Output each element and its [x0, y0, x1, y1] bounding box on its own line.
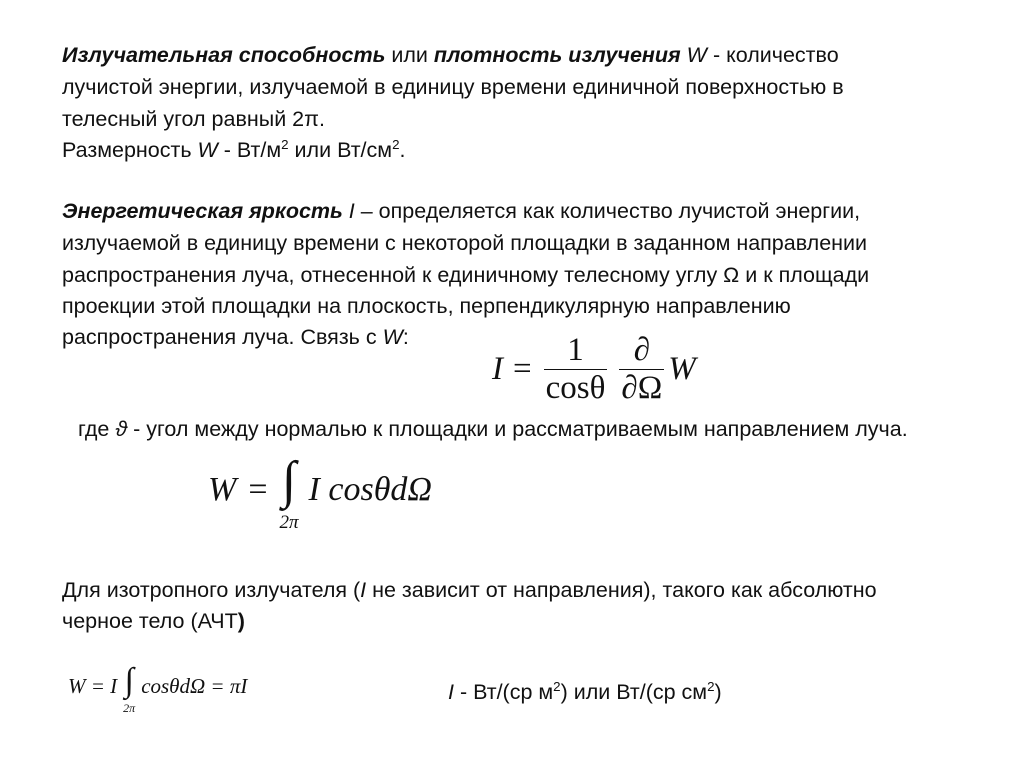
- p1-line1: [62, 40, 839, 70]
- formula-eq: =: [513, 350, 532, 387]
- symbol-theta: ϑ: [115, 417, 128, 441]
- unit-sr-m: - Вт/(ср м: [453, 680, 554, 704]
- where-pre: где: [78, 417, 116, 441]
- unit-w-m: - Вт/м: [217, 138, 282, 162]
- p1-conj: или: [385, 43, 434, 67]
- fraction-inverse-cos: [544, 332, 608, 407]
- unit-w-cm: или Вт/см: [288, 138, 393, 162]
- p3-line2-pre: черное тело (АЧТ: [62, 609, 238, 633]
- symbol-i: I: [342, 199, 355, 223]
- formula-isotropic: [68, 664, 247, 726]
- fraction-numerator: ∂: [633, 331, 650, 368]
- p3-line1-rest: не зависит от направления), такого как абсолютно: [366, 578, 877, 602]
- integral-sign: ∫: [281, 452, 297, 509]
- p3-line1: [62, 575, 877, 605]
- integral: [123, 664, 135, 714]
- symbol-i: I: [448, 680, 454, 704]
- unit-exponent: 2: [281, 136, 289, 152]
- p1-line1-rest: - количество: [706, 43, 839, 67]
- formula-lhs: W: [208, 471, 237, 508]
- fraction-numerator: 1: [567, 331, 584, 368]
- p2-line4: проекции этой площадки на плоскость, перпендикулярную направлению: [62, 294, 791, 318]
- symbol-w: W: [382, 325, 403, 349]
- integrand: cosθdΩ = πI: [141, 674, 248, 698]
- p1-line4: [62, 135, 405, 165]
- formula-lhs: W = I: [68, 674, 118, 698]
- unit-exponent: 2: [392, 136, 400, 152]
- p3-line1-pre: Для изотропного излучателя (: [62, 578, 361, 602]
- p3-line2: [62, 606, 245, 636]
- formula-lhs: I: [492, 350, 503, 387]
- unit-exponent: 2: [553, 678, 561, 694]
- unit-exponent: 2: [707, 678, 715, 694]
- p2-line3: распространения луча, отнесенной к единичному телесному углу Ω и к площади: [62, 263, 870, 287]
- p2-line1-rest: – определяется как количество лучистой энергии,: [354, 199, 861, 223]
- integrand: I cosθdΩ: [308, 471, 432, 508]
- where-line: [78, 414, 908, 444]
- fraction-derivative: [619, 332, 664, 407]
- p2-line5: [62, 322, 409, 352]
- term-radiation-density: плотность излучения: [433, 43, 681, 67]
- p2-line2: излучаемой в единицу времени с некоторой площадки в заданном направлении: [62, 231, 868, 255]
- closing-paren: ): [714, 680, 722, 704]
- integral: [279, 452, 299, 533]
- symbol-w: W: [680, 43, 707, 67]
- p1-line3: телесный угол равный 2π.: [62, 107, 325, 131]
- symbol-w: W: [197, 138, 218, 162]
- p2-line1: [62, 196, 860, 226]
- fraction-denominator: ∂Ω: [621, 369, 663, 406]
- symbol-i: I: [360, 578, 367, 602]
- formula-brightness: [492, 328, 696, 410]
- integral-sign: ∫: [124, 662, 134, 699]
- unit-sr-cm: ) или Вт/(ср см: [560, 680, 708, 704]
- brightness-units: [448, 677, 722, 707]
- p2-line5-pre: распространения луча. Связь с: [62, 325, 383, 349]
- term-emissivity: Излучательная способность: [62, 43, 386, 67]
- where-rest: - угол между нормалью к площадки и рассматриваемым направлением луча.: [127, 417, 908, 441]
- punctuation: :: [402, 325, 409, 349]
- formula-w-integral: [208, 452, 432, 547]
- integral-limit: 2π: [123, 701, 136, 715]
- formula-rhs: W: [668, 350, 696, 387]
- punctuation: .: [399, 138, 406, 162]
- integral-limit: 2π: [279, 512, 299, 533]
- dimension-label: Размерность: [62, 138, 198, 162]
- p1-line2: лучистой энергии, излучаемой в единицу времени единичной поверхностью в: [62, 75, 844, 99]
- closing-paren: ): [237, 609, 245, 633]
- fraction-denominator: cosθ: [545, 369, 606, 406]
- formula-eq: =: [248, 471, 268, 508]
- term-energy-brightness: Энергетическая яркость: [62, 199, 343, 223]
